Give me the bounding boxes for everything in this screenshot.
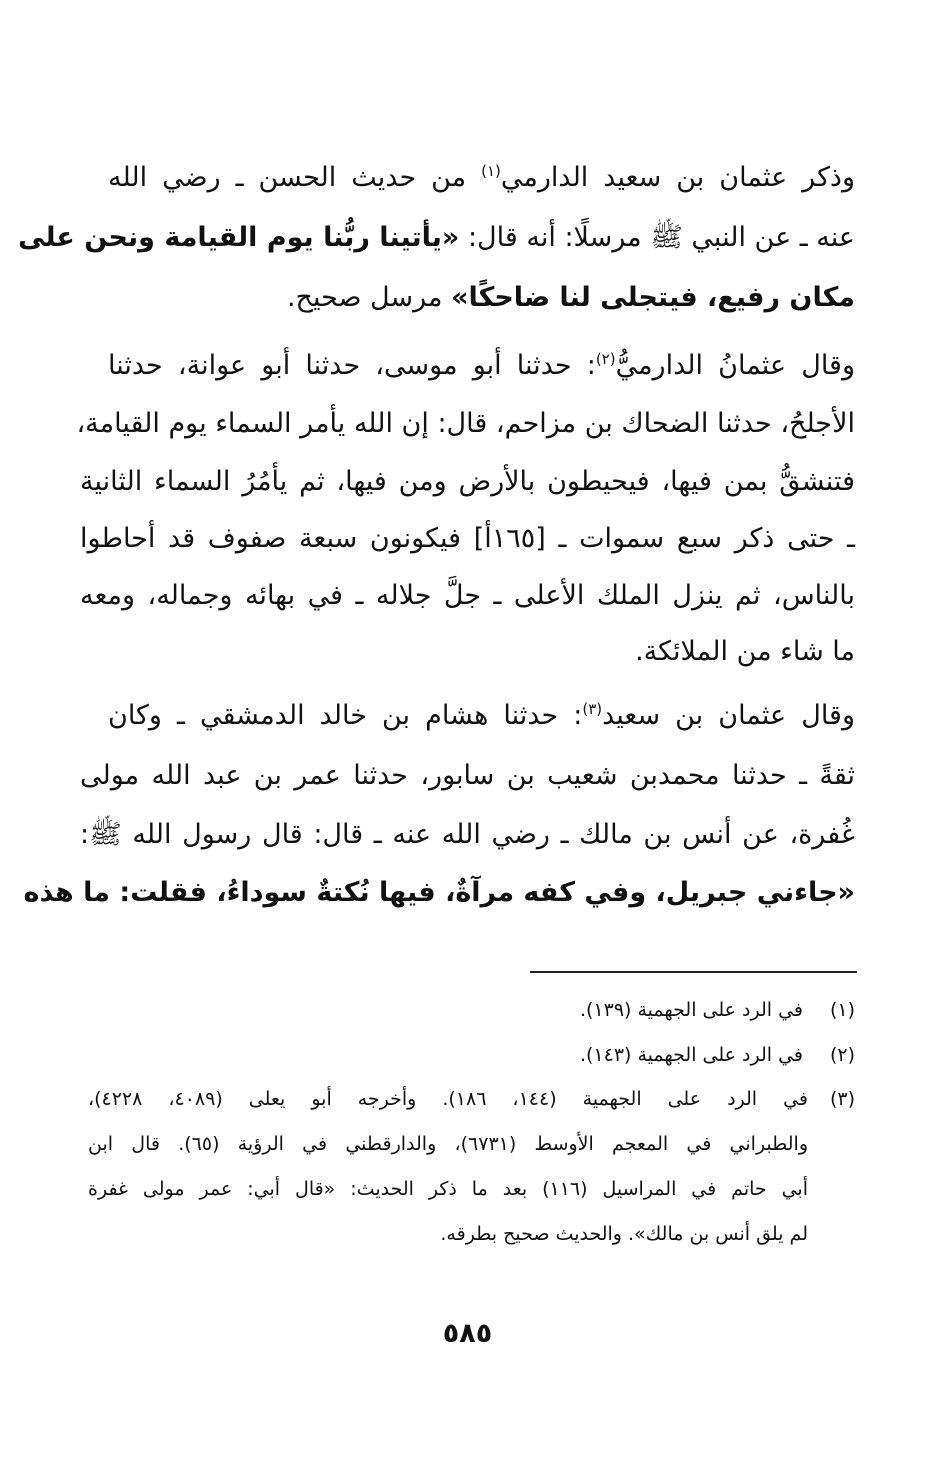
footnote-2: [580, 1040, 855, 1070]
p2-line-1: [108, 346, 855, 386]
text: : حدثنا هشام بن خالد الدمشقي ـ وكان: [108, 700, 583, 731]
footnote-3-line-2: والطبراني في المعجم الأوسط (٦٧٣١)، والدارقطني في الرؤية (٦٥). قال ابن: [88, 1133, 808, 1155]
p1-line-3: [80, 278, 855, 318]
footnote-ref-1[interactable]: (١): [481, 162, 501, 180]
footnote-3: [803, 1084, 855, 1114]
hadith-text: «يأتينا ربُّنا يوم القيامة ونحن على: [18, 222, 460, 253]
text: وقال عثمان بن سعيد: [602, 700, 856, 731]
footnote-separator: [530, 971, 857, 973]
footnote-ref-3[interactable]: (٣): [582, 700, 603, 718]
footnote-number: (٢): [829, 1044, 855, 1066]
text: عنه ـ عن النبي ﷺ مرسلًا: أنه قال:: [459, 222, 855, 253]
p2-line-6: ما شاء من الملائكة.: [635, 636, 855, 667]
text: مرسل صحيح.: [286, 282, 452, 313]
footnote-1: [580, 995, 855, 1025]
p2-line-3: فتنشقُّ بمن فيها، فيحيطون بالأرض ومن فيها، ثم يأمُرُ السماء الثانية: [80, 466, 855, 497]
p3-line-4: «جاءني جبريل، وفي كفه مرآةٌ، فيها نُكتةٌ سوداءُ، فقلت: ما هذه: [23, 877, 855, 908]
p3-line-3: غُفرة، عن أنس بن مالك ـ رضي الله عنه ـ قال: قال رسول الله ﷺ:: [80, 819, 855, 850]
footnote-3-line-1: في الرد على الجهمية (١٤٤، ١٨٦). وأخرجه أبو يعلى (٤٠٨٩، ٤٢٢٨)،: [88, 1088, 808, 1110]
p1-line-1: [108, 158, 855, 198]
footnote-text: في الرد على الجهمية (١٣٩).: [579, 999, 803, 1021]
footnote-3-line-4: لم يلق أنس بن مالك». والحديث صحيح بطرقه.: [440, 1223, 808, 1245]
footnote-number: (٣): [829, 1088, 855, 1110]
footnote-3-line-3: أبي حاتم في المراسيل (١١٦) بعد ما ذكر الحديث: «قال أبي: عمر مولى غفرة: [88, 1178, 808, 1200]
text: وقال عثمانُ الدارميُّ: [615, 350, 855, 381]
text: وذكر عثمان بن سعيد الدارمي: [500, 162, 855, 193]
text: من حديث الحسن ـ رضي الله: [108, 162, 482, 193]
footnote-ref-2[interactable]: (٢): [595, 350, 616, 368]
p2-line-5: بالناس، ثم ينزل الملك الأعلى ـ جلَّ جلاله ـ في بهائه وجماله، ومعه: [80, 580, 855, 611]
p2-line-4: ـ حتى ذكر سبع سموات ـ [١٦٥أ] فيكونون سبعة صفوف قد أحاطوا: [80, 523, 855, 554]
p3-line-2: ثقةً ـ حدثنا محمدبن شعيب بن سابور، حدثنا عمر بن عبد الله مولى: [80, 760, 855, 791]
page-number: ٥٨٥: [442, 1318, 493, 1349]
p1-line-2: [18, 218, 855, 258]
footnote-text: في الرد على الجهمية (١٤٣).: [579, 1044, 803, 1066]
footnote-number: (١): [829, 999, 855, 1021]
p2-line-2: الأجلحُ، حدثنا الضحاك بن مزاحم، قال: إن الله يأمر السماء يوم القيامة،: [76, 408, 855, 439]
p3-line-1: [108, 696, 855, 736]
hadith-text: مكان رفيع، فيتجلى لنا ضاحكًا»: [451, 282, 855, 313]
text: : حدثنا أبو موسى، حدثنا أبو عوانة، حدثنا: [108, 350, 596, 381]
